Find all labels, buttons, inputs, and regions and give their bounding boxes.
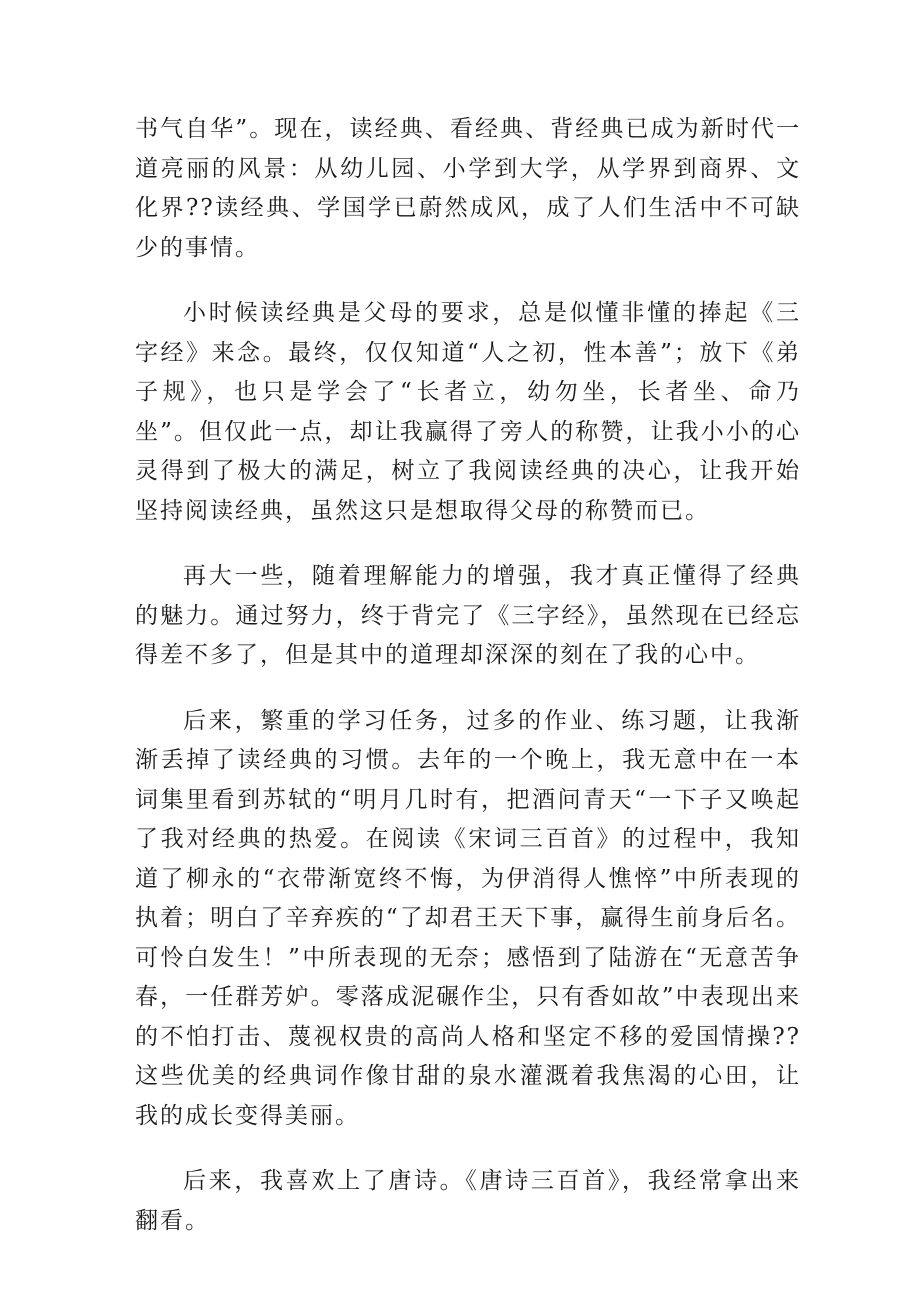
paragraph-3: 再大一些，随着理解能力的增强，我才真正懂得了经典的魅力。通过努力，终于背完了《三字经》，虽然现在已经忘得差不多了，但是其中的道理却深深的刻在了我的心中。 <box>135 563 801 668</box>
paragraph-2: 小时候读经典是父母的要求，总是似懂非懂的捧起《三字经》来念。最终，仅仅知道“人之初，性本善”；放下《弟子规》，也只是学会了“长者立，幼勿坐，长者坐、命乃坐”。但仅此一点，却让我赢得了旁人的称赞，让我小小的心灵得到了极大的满足，树立了我阅读经典的决心，让我开始坚持阅读经典，虽然这只是想取得父母的称赞而已。 <box>135 300 801 524</box>
paragraph-4: 后来，繁重的学习任务，过多的作业、练习题，让我渐渐丢掉了读经典的习惯。去年的一个晚上，我无意中在一本词集里看到苏轼的“明月几时有，把酒问青天“一下子又唤起了我对经典的热爱。在阅读《宋词三百首》的过程中，我知道了柳永的“衣带渐宽终不悔，为伊消得人憔悴”中所表现的执着；明白了辛弃疾的“了却君王天下事，赢得生前身后名。可怜白发生！”中所表现的无奈；感悟到了陆游在“无意苦争春，一任群芳妒。零落成泥碾作尘，只有香如故”中表现出来的不怕打击、蔑视权贵的高尚人格和坚定不移的爱国情操??这些优美的经典词作像甘甜的泉水灌溉着我焦渴的心田，让我的成长变得美丽。 <box>135 707 801 1129</box>
document-body <box>135 110 801 1267</box>
paragraph-5: 后来，我喜欢上了唐诗。《唐诗三百首》，我经常拿出来翻看。 <box>135 1168 801 1234</box>
paragraph-1: 书气自华”。现在，读经典、看经典、背经典已成为新时代一道亮丽的风景：从幼儿园、小学到大学，从学界到商界、文化界??读经典、学国学已蔚然成风，成了人们生活中不可缺少的事情。 <box>135 116 801 261</box>
